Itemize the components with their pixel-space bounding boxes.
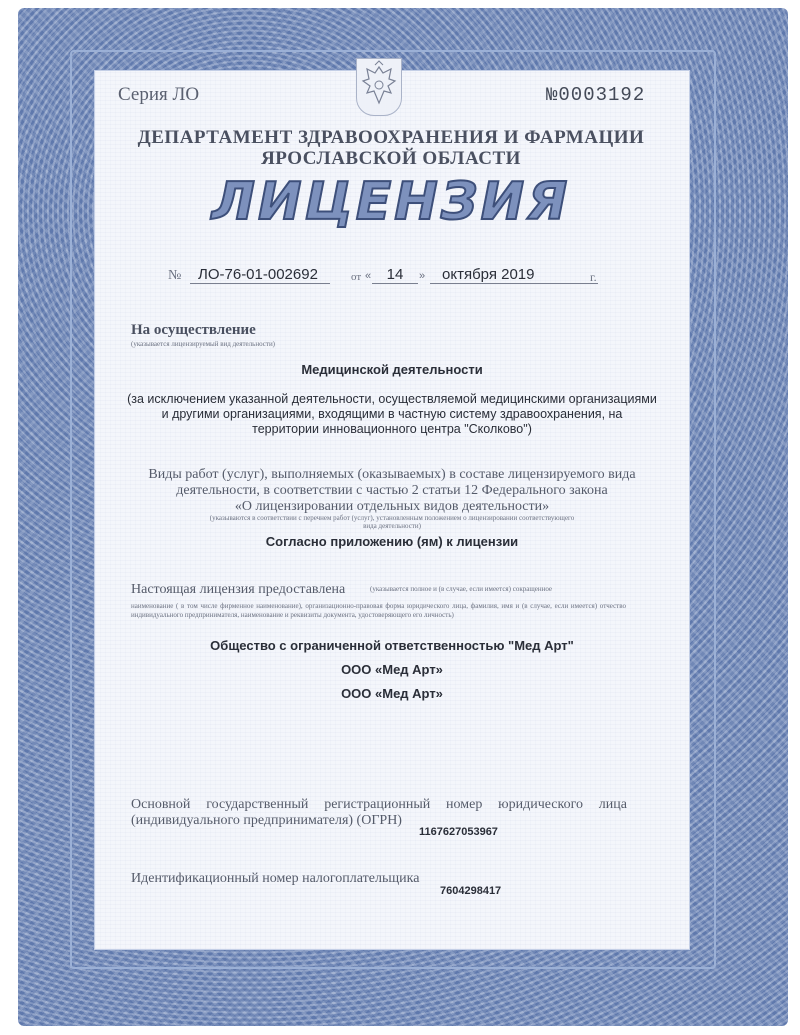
activity-name: Медицинской деятельности	[301, 362, 483, 377]
inn-label: Идентификационный номер налогоплательщика	[131, 871, 420, 886]
licensee-note-line1: (указывается полное и (в случае, если имеется) сокращенное	[370, 585, 553, 593]
form-number: №0003192	[546, 84, 646, 106]
ogrn-label: Основной государственный регистрационный номер юридического лица (индивидуального предпринимателя) (ОГРН)	[131, 797, 627, 828]
licensee-full-name: Общество с ограниченной ответственностью "Мед Арт"	[210, 638, 574, 653]
activity-note: (указывается лицензируемый вид деятельности)	[131, 340, 276, 348]
document-title: ЛИЦЕНЗИЯ	[211, 172, 571, 232]
works-note-line: вида деятельности)	[363, 522, 421, 530]
licensee-firm-name: ООО «Мед Арт»	[341, 686, 443, 701]
license-month-year: октября 2019	[430, 266, 598, 284]
license-from-label: от	[351, 271, 362, 283]
department-name-line2: ЯРОСЛАВСКОЙ ОБЛАСТИ	[261, 148, 521, 169]
works-value: Согласно приложению (ям) к лицензии	[265, 534, 519, 549]
ogrn-value: 1167627053967	[419, 826, 498, 838]
double-headed-eagle-icon	[356, 58, 402, 116]
licensee-note-line2: наименование ( в том числе фирменное наименование), организационно-правовая форма юридического лица, фамилия, имя и (в случае, если имеется) отчество индивидуального предпринимателя, наименование и реквизиты документа, удостоверяющего его личность)	[131, 602, 626, 619]
activity-label: На осуществление	[131, 322, 256, 338]
date-quote-open: «	[365, 270, 372, 282]
works-line: деятельности, в соответствии с частью 2 статьи 12 Федерального закона	[176, 483, 608, 498]
works-note-line: (указываются в соответствии с перечнем работ (услуг), установленным положением о лицензировании соответствующего	[209, 514, 575, 522]
license-day: 14	[372, 266, 418, 284]
works-note	[120, 514, 664, 530]
activity-exclusion	[110, 392, 674, 437]
exclusion-line: территории инновационного центра "Сколково")	[252, 422, 532, 436]
inn-value: 7604298417	[440, 885, 502, 897]
licensee-short-name: ООО «Мед Арт»	[341, 662, 443, 677]
works-line: «О лицензировании отдельных видов деятельности»	[234, 499, 550, 514]
works-description	[110, 467, 674, 515]
series-label: Серия ЛО	[118, 84, 200, 105]
license-number-symbol: №	[168, 268, 182, 283]
exclusion-line: и другими организациями, входящими в частную систему здравоохранения, на	[161, 407, 623, 421]
exclusion-line: (за исключением указанной деятельности, осуществляемой медицинскими организациями	[127, 392, 657, 406]
date-quote-close: »	[419, 270, 426, 282]
year-suffix: г.	[590, 270, 597, 284]
department-name-line1: ДЕПАРТАМЕНТ ЗДРАВООХРАНЕНИЯ И ФАРМАЦИИ	[137, 127, 645, 148]
works-line: Виды работ (услуг), выполняемых (оказываемых) в составе лицензируемого вида	[148, 467, 636, 482]
license-number: ЛО-76-01-002692	[190, 266, 330, 284]
licensee-label: Настоящая лицензия предоставлена	[131, 582, 346, 597]
